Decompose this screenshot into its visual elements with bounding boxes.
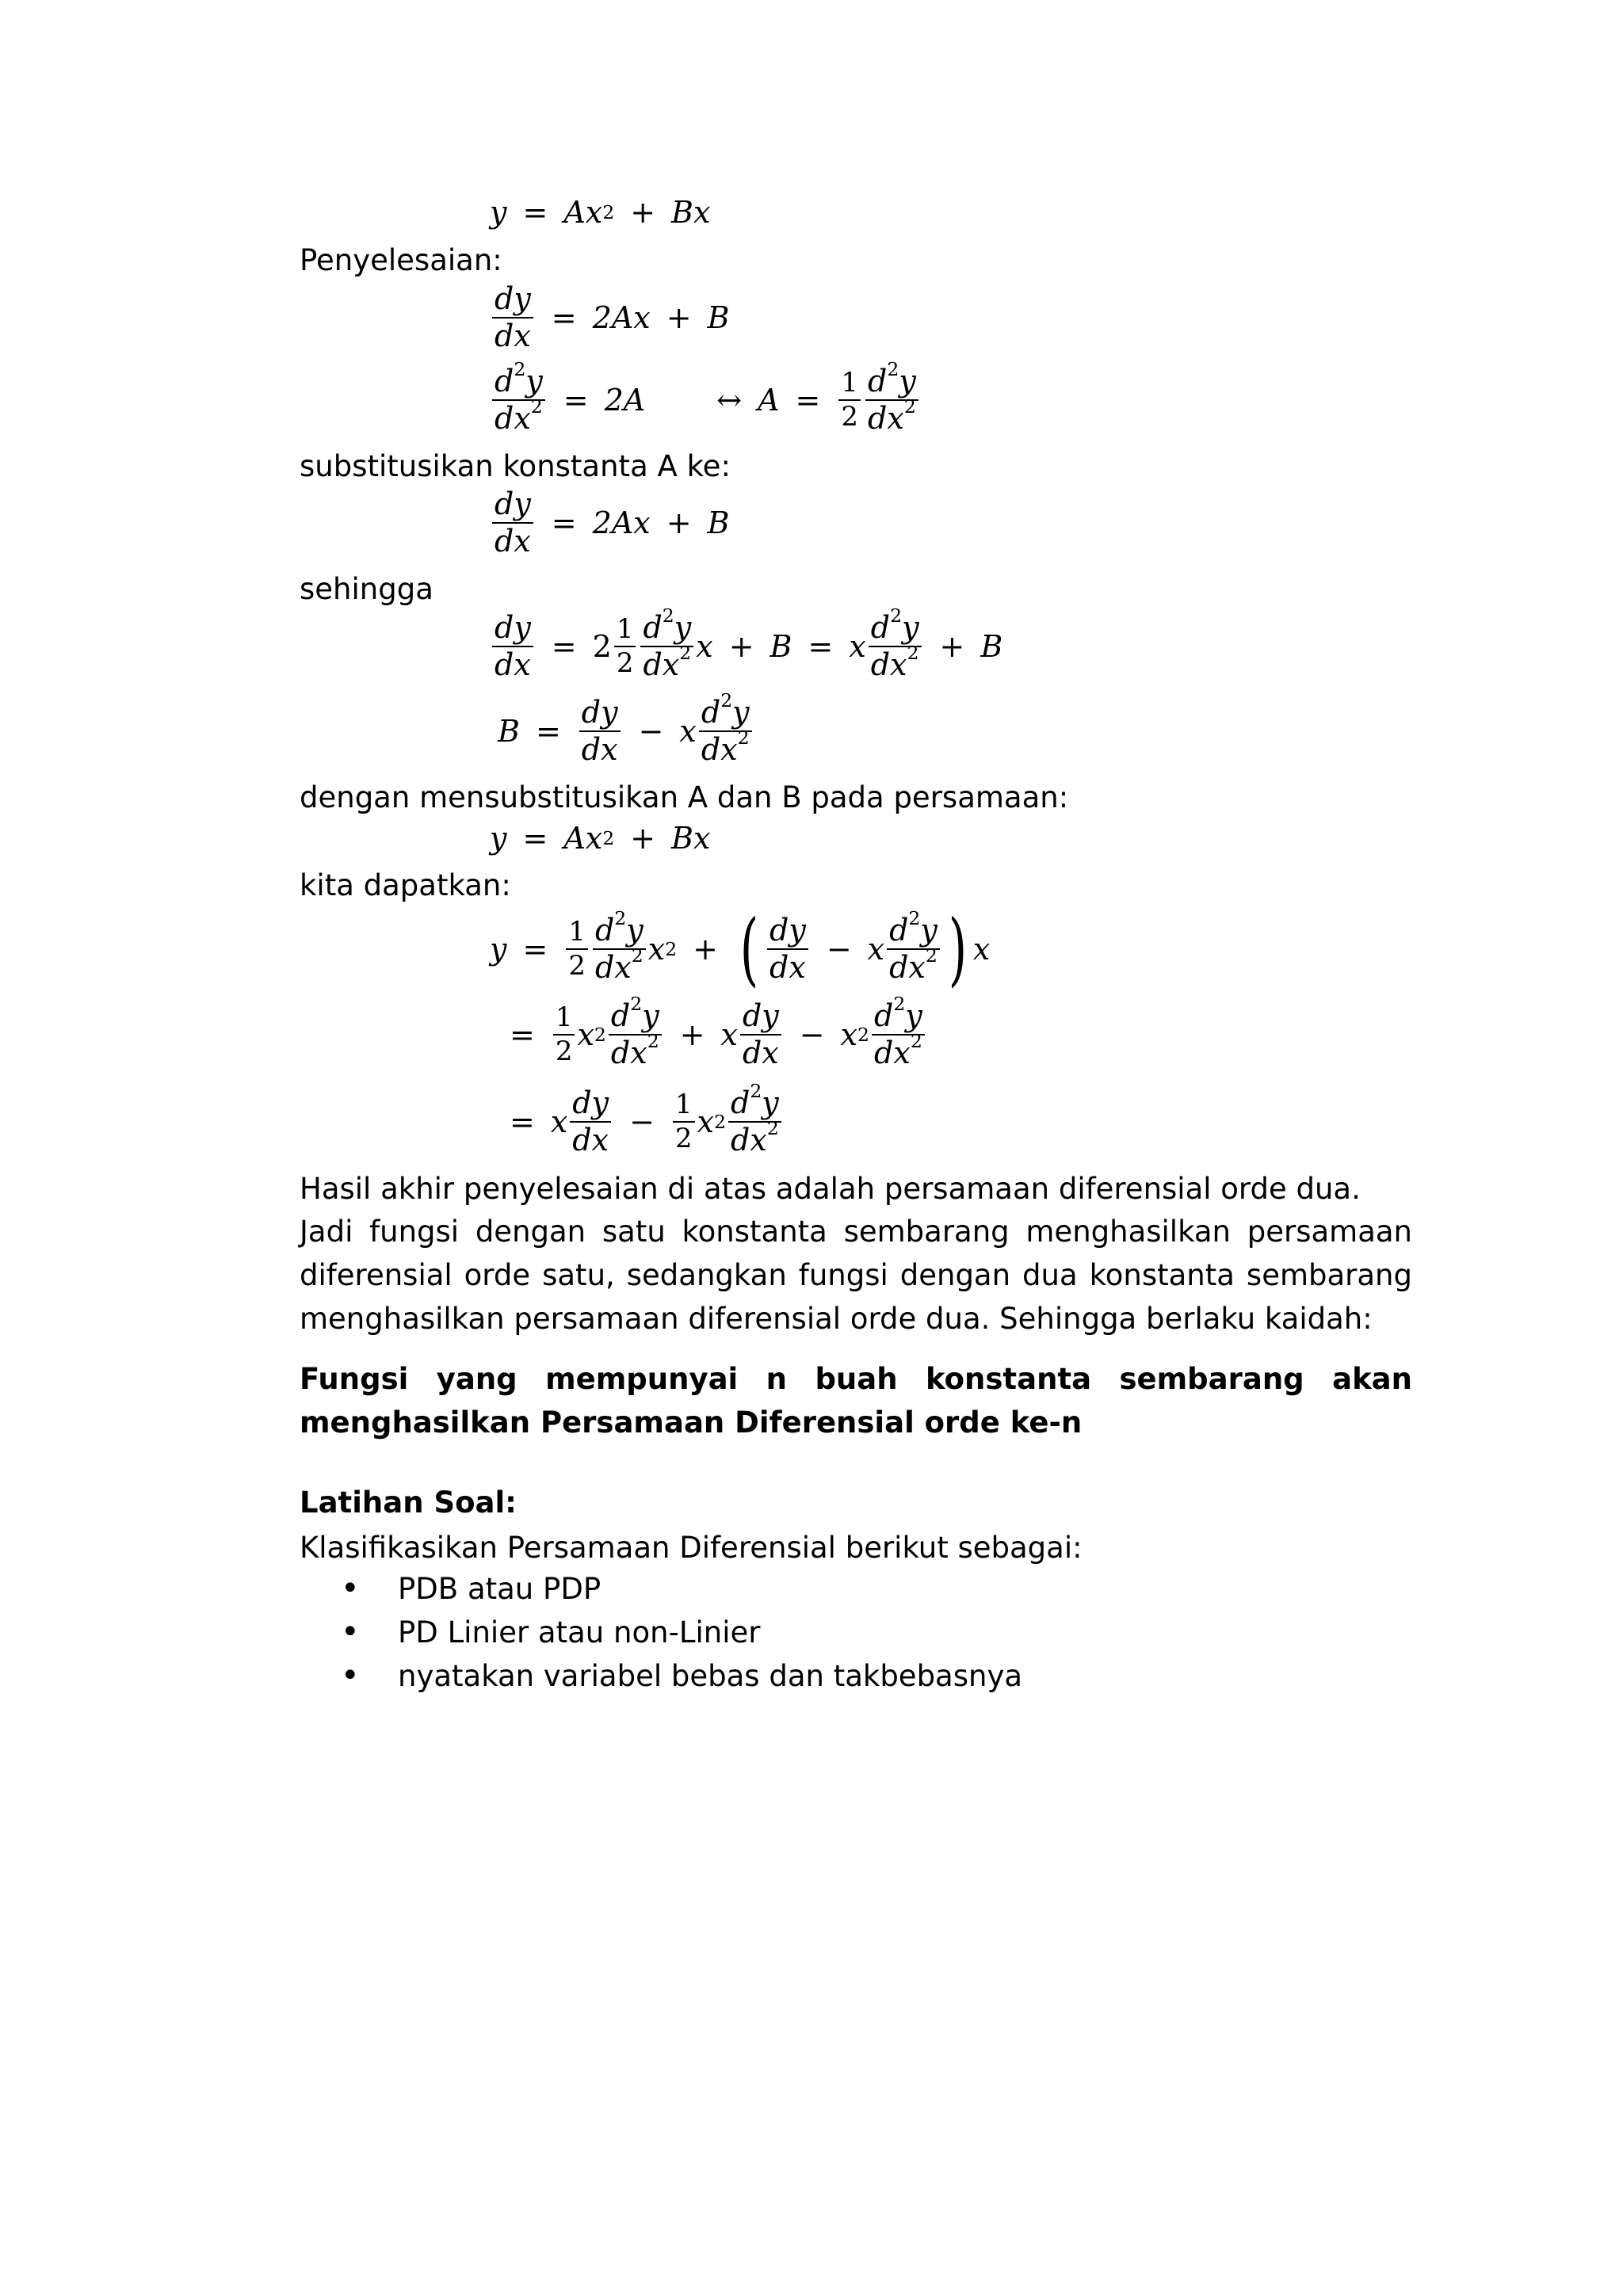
equation-substituted: $\frac{dy}{dx}$ = 2 $\frac{1}{2}$ $\frac{d^2y}{dx^2}$ x + B = x $\frac{d^2y}{dx^2}$ + B: [490, 612, 1002, 681]
equation-result-step2: = $\frac{1}{2}$ x 2 $\frac{d^2y}{dx^2}$ + x $\frac{dy}{dx}$ − x 2 $\frac{d^2y}{dx^2}$: [510, 1001, 927, 1070]
hasil-akhir-text: Hasil akhir penyelesaian di atas adalah persamaan diferensial orde dua.: [300, 1172, 1361, 1206]
equation-result-step1: y = $\frac{1}{2}$ $\frac{d^2y}{dx^2}$ x 2 + ( $\frac{dy}{dx}$ − x $\frac{d^2y}{dx^2}$ ) x: [490, 902, 991, 995]
sehingga-label: sehingga: [300, 572, 433, 606]
equation-first-derivative-repeat: $\frac{dy}{dx}$ = 2Ax + B: [490, 489, 729, 558]
equation-b-constant: B = $\frac{dy}{dx}$ − x $\frac{d^2y}{dx^2}$: [498, 697, 754, 766]
list-item: • nyatakan variabel bebas dan takbebasnya: [341, 1654, 1371, 1698]
equation-second-derivative: $\frac{d^2y}{dx^2}$ = 2A ↔ A = $\frac{1}{2}$ $\frac{d^2y}{dx^2}$: [490, 366, 921, 435]
penyelesaian-label: Penyelesaian:: [300, 243, 502, 277]
kita-dapatkan-label: kita dapatkan:: [300, 868, 511, 902]
substitusi-label: substitusikan konstanta A ke:: [300, 449, 731, 483]
dengan-label: dengan mensubstitusikan A dan B pada persamaan:: [300, 780, 1069, 814]
paragraph-line-3: menghasilkan persamaan diferensial orde dua. Sehingga berlaku kaidah:: [300, 1302, 1373, 1336]
rule-line-1: Fungsi yang mempunyai n buah konstanta sembarang akan: [300, 1362, 1412, 1396]
rule-line-2: menghasilkan Persamaan Diferensial orde ke-n: [300, 1405, 1083, 1440]
list-item: • PDB atau PDP: [341, 1567, 1371, 1611]
equation-original-function-repeat: y = A x 2 + Bx: [490, 821, 711, 856]
latihan-soal-heading: Latihan Soal:: [300, 1486, 517, 1520]
exercise-bullet-list: [341, 1567, 1371, 1698]
equation-first-derivative: $\frac{dy}{dx}$ = 2Ax + B: [490, 284, 729, 353]
equation-result-final: = x $\frac{dy}{dx}$ − $\frac{1}{2}$ x 2 $\frac{d^2y}{dx^2}$: [510, 1088, 784, 1157]
equation-original-function: y = A x 2 + Bx: [490, 195, 711, 230]
klasifikasi-text: Klasifikasikan Persamaan Diferensial berikut sebagai:: [300, 1531, 1083, 1565]
list-item: • PD Linier atau non-Linier: [341, 1611, 1371, 1654]
paragraph-line-2: diferensial orde satu, sedangkan fungsi dengan dua konstanta sembarang: [300, 1258, 1412, 1292]
paragraph-line-1: Jadi fungsi dengan satu konstanta sembarang menghasilkan persamaan: [300, 1215, 1412, 1249]
